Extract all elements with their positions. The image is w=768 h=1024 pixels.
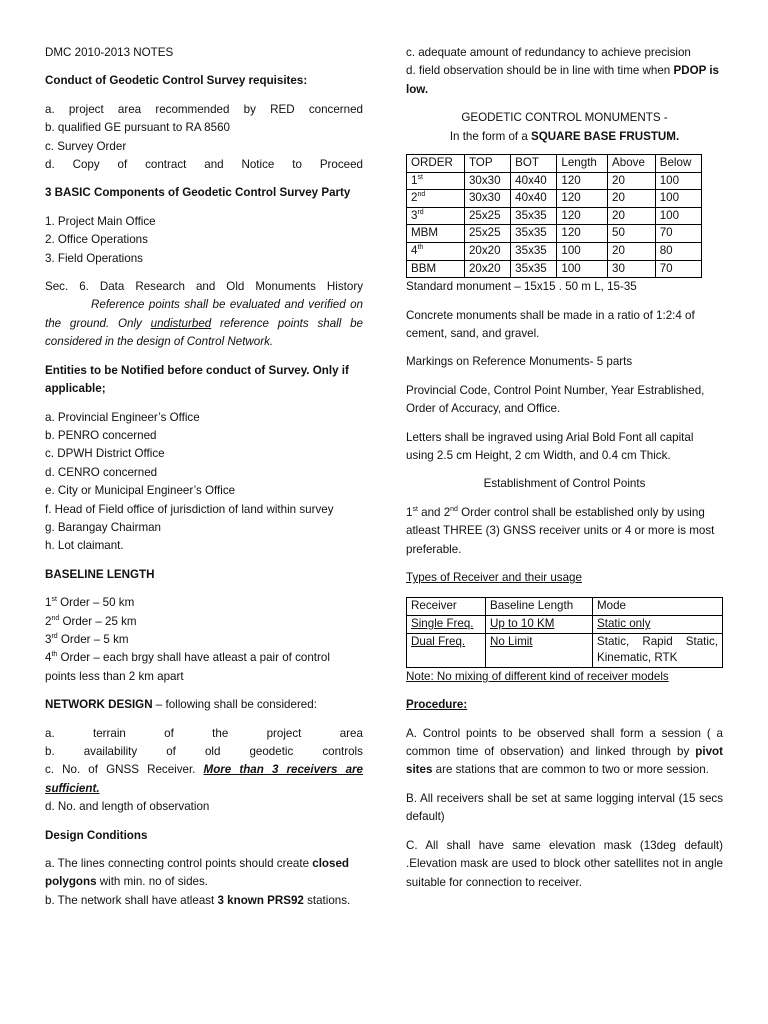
conduct-heading: Conduct of Geodetic Control Survey requisites: <box>45 74 308 88</box>
table-cell: 20 <box>608 207 656 225</box>
table-cell: 1st <box>407 172 465 190</box>
procedure-a: A. Control points to be observed shall form a session ( a common time of observation) and linked through by pivot sites are stations that are common to two or more session. <box>406 726 723 777</box>
table-row <box>407 207 702 225</box>
table-header-cell: ORDER <box>407 155 465 173</box>
list-item: d. No. and length of observation <box>45 800 210 814</box>
standard-monument: Standard monument – 15x15 . 50 m L, 15-35 <box>406 280 637 294</box>
list-item: b. qualified GE pursuant to RA 8560 <box>45 121 230 135</box>
table-cell: 35x35 <box>511 225 557 243</box>
monuments-heading-block <box>406 109 723 146</box>
list-item: c. No. of GNSS Receiver. More than 3 receivers are sufficient. <box>45 763 363 795</box>
table-row <box>407 243 702 261</box>
list-item: 2. Office Operations <box>45 233 148 247</box>
table-cell: Static only <box>593 616 723 634</box>
entities-heading: Entities to be Notified before conduct of Survey. Only if applicable; <box>45 363 349 396</box>
table-cell: Static, Rapid Static, Kinematic, RTK <box>593 633 723 667</box>
table-cell: 25x25 <box>464 225 510 243</box>
table-row <box>407 260 702 278</box>
table-header-cell: BOT <box>511 155 557 173</box>
table-row <box>407 172 702 190</box>
table-cell: 35x35 <box>511 207 557 225</box>
table-cell: 100 <box>655 190 701 208</box>
receivers-table <box>406 597 723 667</box>
components-heading: 3 BASIC Components of Geodetic Control Survey Party <box>45 186 351 200</box>
table-header-cell: TOP <box>464 155 510 173</box>
list-item: h. Lot claimant. <box>45 539 124 553</box>
table-cell: 20x20 <box>464 243 510 261</box>
list-item: c. Survey Order <box>45 139 127 153</box>
table-row <box>407 190 702 208</box>
procedure-c: C. All shall have same elevation mask (13deg default) .Elevation mask are used to block other satellites not in angle suitable for connection to receiver. <box>406 838 723 889</box>
right-column <box>406 44 723 902</box>
table-header-cell: Below <box>655 155 701 173</box>
table-header-cell: Receiver <box>407 598 486 616</box>
list-item: 1. Project Main Office <box>45 214 156 228</box>
list-item: 1st Order – 50 km <box>45 596 135 610</box>
design-list <box>45 855 363 910</box>
table-cell: 120 <box>557 207 608 225</box>
list-item: c. DPWH District Office <box>45 447 165 461</box>
sec6-body <box>45 296 363 351</box>
table-cell: Up to 10 KM <box>486 616 593 634</box>
table-cell: MBM <box>407 225 465 243</box>
table-cell: BBM <box>407 260 465 278</box>
entities-list <box>45 409 363 556</box>
procedure-b: B. All receivers shall be set at same logging interval (15 secs default) <box>406 791 723 824</box>
table-cell: 35x35 <box>511 260 557 278</box>
table-cell: 120 <box>557 172 608 190</box>
table-cell: Dual Freq. <box>407 633 486 667</box>
table-row <box>407 633 723 667</box>
monuments-subheading: In the form of a SQUARE BASE FRUSTUM. <box>449 129 680 143</box>
procedure-heading: Procedure: <box>406 698 468 712</box>
table-cell: 30x30 <box>464 172 510 190</box>
table-cell: 100 <box>655 207 701 225</box>
list-item: a. Provincial Engineer’s Office <box>45 410 200 424</box>
monuments-heading: GEODETIC CONTROL MONUMENTS - <box>461 111 668 125</box>
list-item: 3. Field Operations <box>45 251 143 265</box>
establishment-body: 1st and 2nd Order control shall be established only by using atleast THREE (3) GNSS receiver units or 4 or more is most preferable. <box>406 505 715 556</box>
list-item: d. CENRO concerned <box>45 465 158 479</box>
table-cell: 20 <box>608 172 656 190</box>
monuments-table <box>406 154 702 278</box>
establishment-heading: Establishment of Control Points <box>483 477 646 491</box>
list-item: e. City or Municipal Engineer’s Office <box>45 484 236 498</box>
table-cell: 120 <box>557 225 608 243</box>
sec6-title: Sec. 6. Data Research and Old Monuments History <box>45 280 363 294</box>
table-cell: 3rd <box>407 207 465 225</box>
table-cell: 30 <box>608 260 656 278</box>
sec6-text: reference points shall be considered in the design of Control Network. <box>45 316 363 349</box>
network-continuation <box>406 44 723 99</box>
table-cell: 70 <box>655 260 701 278</box>
table-cell: Single Freq. <box>407 616 486 634</box>
receivers-note: Note: No mixing of different kind of receiver models <box>406 669 669 683</box>
table-cell: 20x20 <box>464 260 510 278</box>
list-item: b. PENRO concerned <box>45 428 157 442</box>
document-title: DMC 2010-2013 NOTES <box>45 46 174 59</box>
table-cell: 20 <box>608 243 656 261</box>
table-header-row <box>407 155 702 173</box>
table-cell: 40x40 <box>511 172 557 190</box>
list-item: a. The lines connecting control points should create closed polygons with min. no of sides. <box>45 857 349 889</box>
table-row <box>407 616 723 634</box>
table-cell: 100 <box>655 172 701 190</box>
network-intro: – following shall be considered: <box>152 698 317 712</box>
table-cell: No Limit <box>486 633 593 667</box>
table-header-cell: Baseline Length <box>486 598 593 616</box>
table-cell: 100 <box>557 260 608 278</box>
table-cell: 4th <box>407 243 465 261</box>
baseline-heading: BASELINE LENGTH <box>45 567 155 581</box>
list-item: b. The network shall have atleast 3 known PRS92 stations. <box>45 893 351 907</box>
table-cell: 120 <box>557 190 608 208</box>
conduct-list <box>45 101 363 175</box>
table-cell: 40x40 <box>511 190 557 208</box>
list-item: a. terrain of the project area <box>45 726 363 740</box>
table-cell: 2nd <box>407 190 465 208</box>
baseline-list <box>45 594 363 686</box>
list-item: 4th Order – each brgy shall have atleast a pair of control points less than 2 km apart <box>45 651 330 683</box>
list-item: c. adequate amount of redundancy to achieve precision <box>406 46 691 59</box>
table-cell: 20 <box>608 190 656 208</box>
components-list <box>45 213 363 268</box>
list-item: a. project area recommended by RED concerned <box>45 102 363 116</box>
list-item: f. Head of Field office of jurisdiction of land within survey <box>45 502 334 516</box>
table-header-cell: Above <box>608 155 656 173</box>
table-cell: 70 <box>655 225 701 243</box>
network-heading: NETWORK DESIGN <box>45 698 153 712</box>
list-item: 3rd Order – 5 km <box>45 632 129 646</box>
table-cell: 50 <box>608 225 656 243</box>
network-list <box>45 725 363 817</box>
letters-spec: Letters shall be ingraved using Arial Bold Font all capital using 2.5 cm Height, 2 cm Width, and 0.4 cm Thick. <box>406 430 694 463</box>
concrete-ratio: Concrete monuments shall be made in a ratio of 1:2:4 of cement, sand, and gravel. <box>406 308 695 340</box>
list-item: b. availability of old geodetic controls <box>45 745 363 758</box>
table-cell: 100 <box>557 243 608 261</box>
sec6-underlined: undisturbed <box>150 316 212 330</box>
list-item: g. Barangay Chairman <box>45 520 161 534</box>
list-item: d. Copy of contract and Notice to Proceed <box>45 158 363 172</box>
table-header-cell: Length <box>557 155 608 173</box>
table-row <box>407 225 702 243</box>
table-cell: 80 <box>655 243 701 261</box>
left-column <box>45 44 363 910</box>
markings-body: Provincial Code, Control Point Number, Year Estrablished, Order of Accuracy, and Office. <box>406 383 705 416</box>
receivers-heading: Types of Receiver and their usage <box>406 571 582 585</box>
table-header-row <box>407 598 723 616</box>
list-item: d. field observation should be in line with time when PDOP is low. <box>406 64 720 96</box>
sec6-block <box>45 278 363 352</box>
emphasis-text: More than 3 receivers are sufficient. <box>45 763 363 795</box>
table-cell: 25x25 <box>464 207 510 225</box>
sec6-text: Reference points shall be evaluated and verified on the ground. Only <box>45 298 363 330</box>
table-cell: 35x35 <box>511 243 557 261</box>
design-heading: Design Conditions <box>45 828 148 842</box>
table-header-cell: Mode <box>593 598 723 616</box>
markings-heading: Markings on Reference Monuments- 5 parts <box>406 355 633 369</box>
network-heading-line <box>45 696 363 714</box>
table-cell: 30x30 <box>464 190 510 208</box>
list-item: 2nd Order – 25 km <box>45 614 137 628</box>
